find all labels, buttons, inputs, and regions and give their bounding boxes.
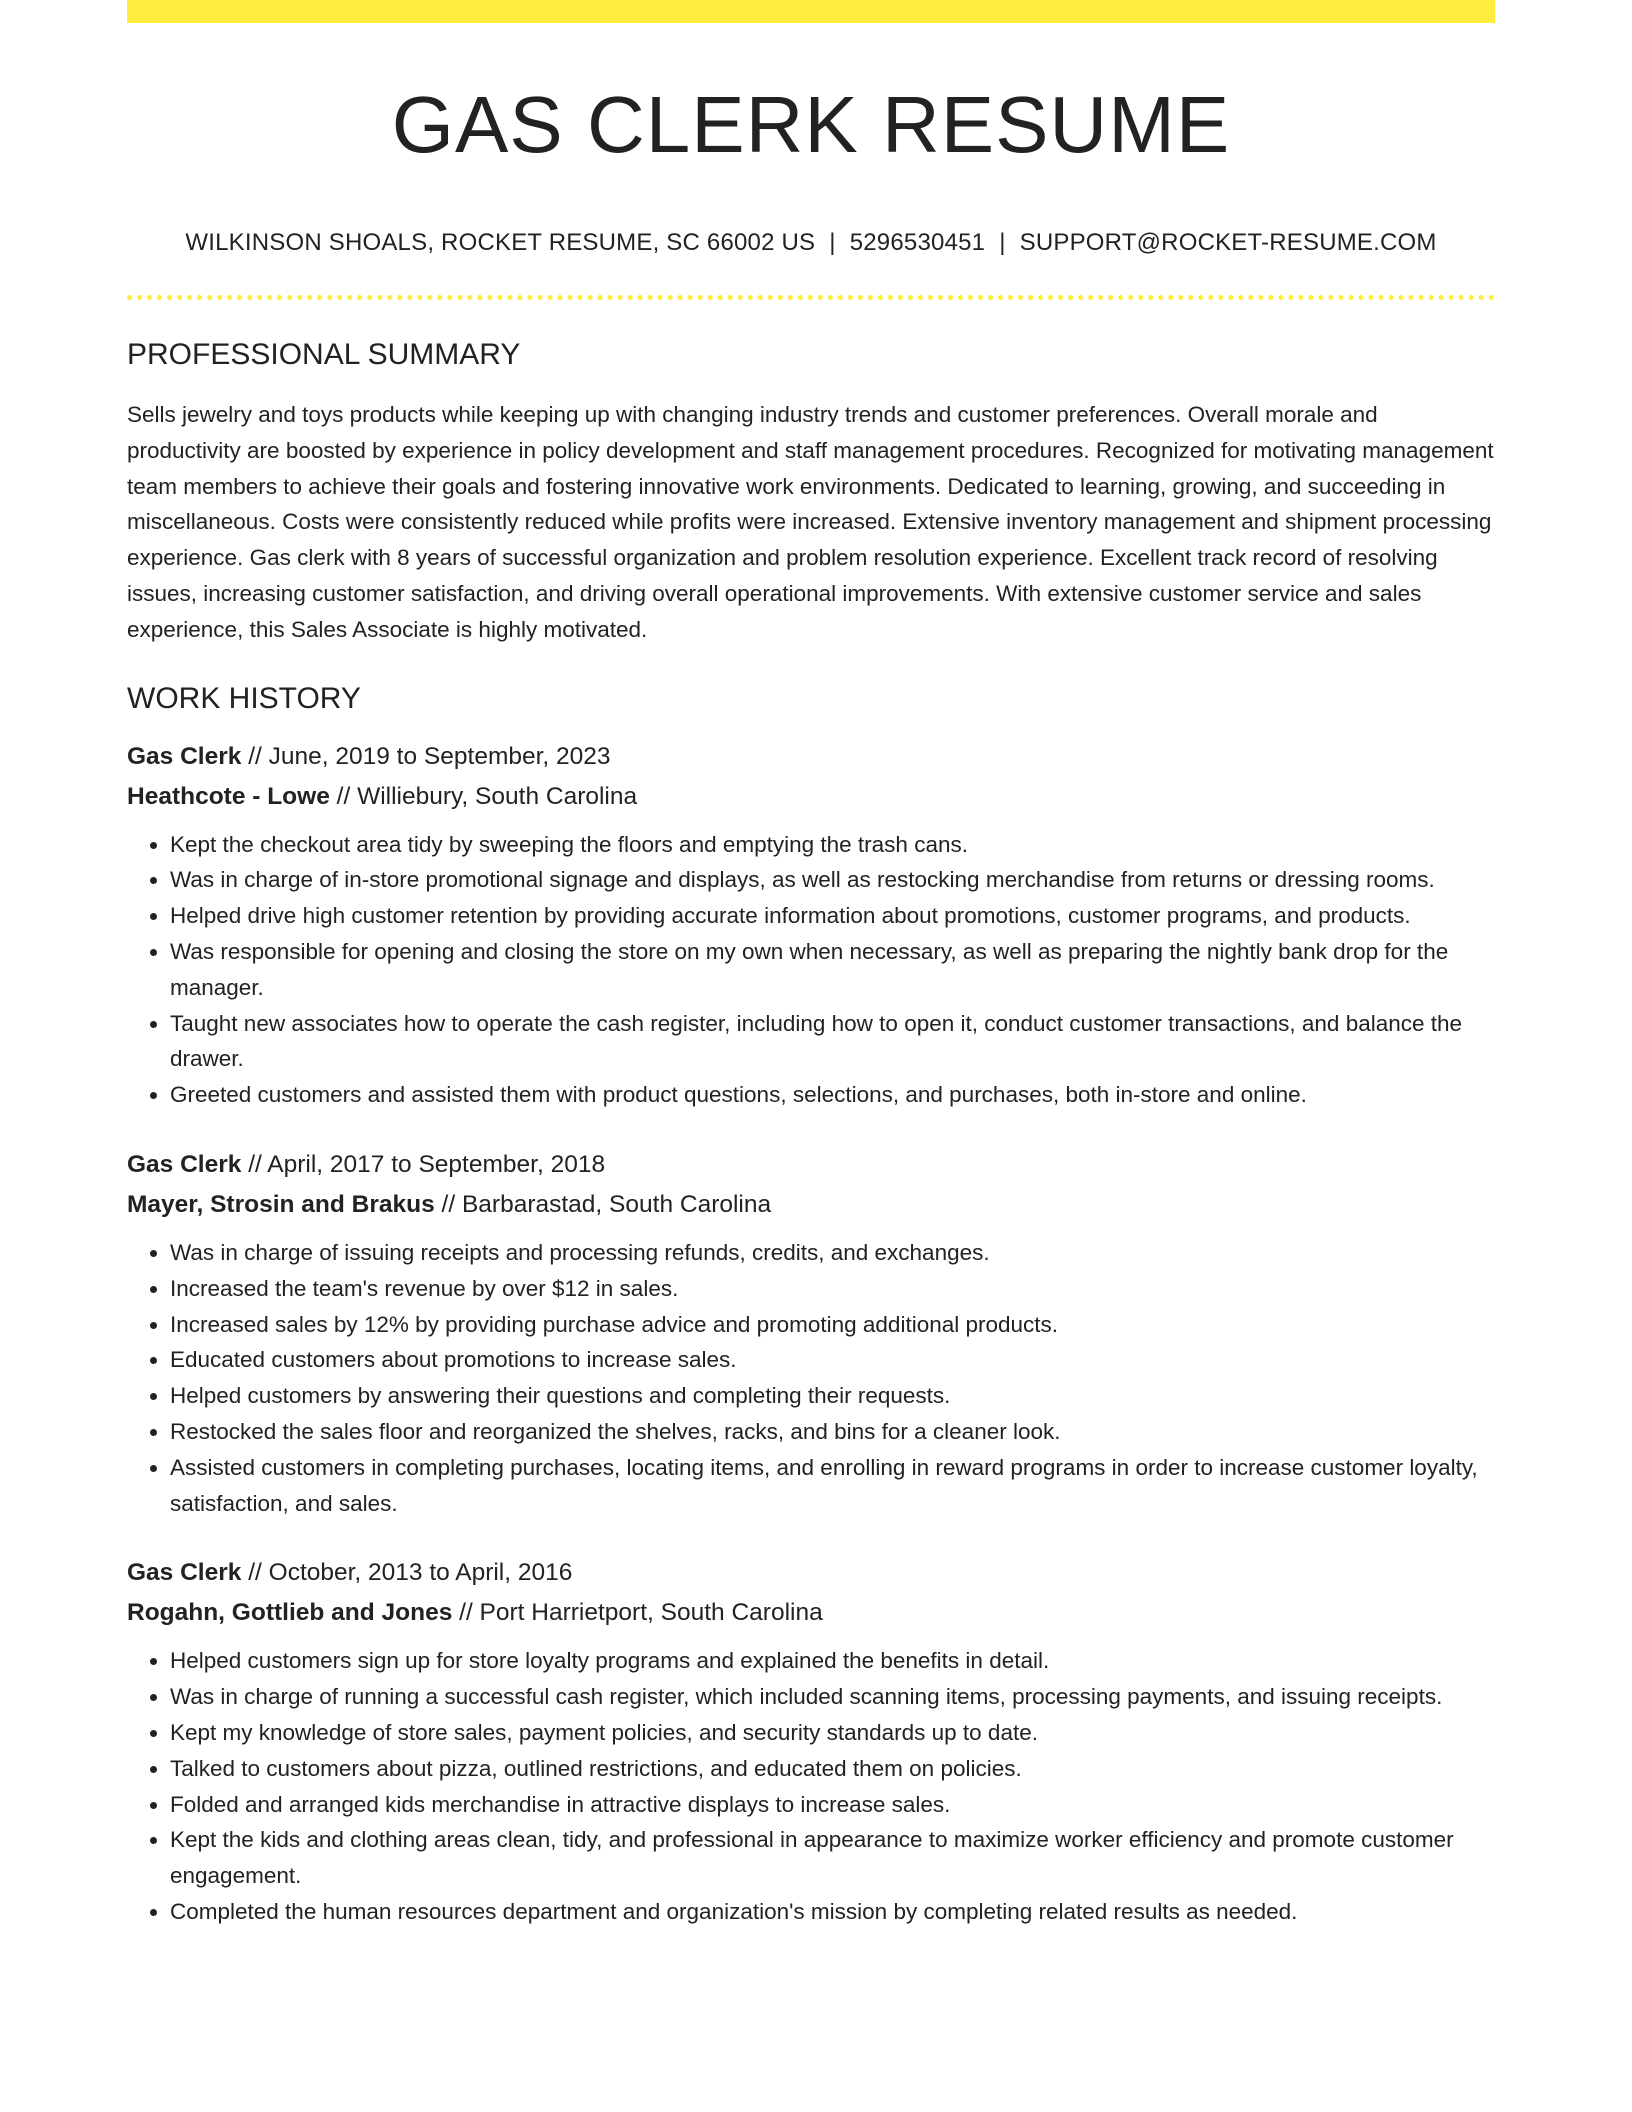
job-company-line [127, 777, 1495, 817]
contact-line [127, 231, 1495, 255]
job-bullet: • Kept the checkout area tidy by sweeping the floors and emptying the trash cans. [170, 827, 1495, 863]
job-bullet: • Was in charge of in-store promotional signage and displays, as well as restocking merchandise from returns or dressing rooms. [170, 862, 1495, 898]
job-location: // Barbarastad, South Carolina [434, 1190, 772, 1218]
job-bullet: • Helped customers sign up for store loyalty programs and explained the benefits in detail. [170, 1643, 1495, 1679]
job-bullet: • Taught new associates how to operate the cash register, including how to open it, conduct customer transactions, and balance the drawer. [170, 1006, 1495, 1078]
job-company: Heathcote - Lowe [127, 782, 330, 810]
job-location: // Williebury, South Carolina [329, 782, 638, 810]
job-entry [127, 1145, 1495, 1521]
job-bullet: • Talked to customers about pizza, outlined restrictions, and educated them on policies. [170, 1751, 1495, 1787]
job-bullet: • Increased sales by 12% by providing purchase advice and promoting additional products. [170, 1307, 1495, 1343]
job-bullet: • Was in charge of running a successful cash register, which included scanning items, processing payments, and issuing receipts. [170, 1679, 1495, 1715]
job-location: // Port Harrietport, South Carolina [452, 1599, 823, 1627]
job-bullet: • Helped drive high customer retention by providing accurate information about promotions, customer programs, and products. [170, 898, 1495, 934]
job-title-line [127, 1553, 1495, 1593]
job-dates: // April, 2017 to September, 2018 [241, 1150, 606, 1178]
job-dates: // October, 2013 to April, 2016 [241, 1559, 573, 1587]
job-company-line [127, 1185, 1495, 1225]
summary-heading: PROFESSIONAL SUMMARY [127, 338, 521, 371]
job-bullet: • Assisted customers in completing purchases, locating items, and enrolling in reward programs in order to increase customer loyalty, satisfaction, and sales. [170, 1450, 1495, 1522]
job-bullet: • Increased the team's revenue by over $12 in sales. [170, 1271, 1495, 1307]
job-company-line [127, 1593, 1495, 1633]
job-bullets [127, 1643, 1495, 1929]
job-company: Mayer, Strosin and Brakus [127, 1190, 435, 1218]
job-entry [127, 1553, 1495, 1929]
summary-text: Sells jewelry and toys products while keeping up with changing industry trends and customer preferences. Overall morale and productivity are boosted by experience in policy development and staff management procedures. Recognized for motivating management team members to achieve their goals and fostering innovative work environments. Dedicated to learning, growing, and succeeding in miscellaneous. Costs were consistently reduced while profits were increased. Extensive inventory management and shipment processing experience. Gas clerk with 8 years of successful organization and problem resolution experience. Excellent track record of resolving issues, increasing customer satisfaction, and driving overall operational improvements. With extensive customer service and sales experience, this Sales Associate is highly motivated. [127, 402, 1494, 642]
job-bullets [127, 1235, 1495, 1521]
contact-address: WILKINSON SHOALS, ROCKET RESUME, SC 66002 US [185, 229, 816, 256]
job-title: Gas Clerk [127, 742, 242, 770]
job-bullet: • Kept the kids and clothing areas clean, tidy, and professional in appearance to maximize worker efficiency and promote customer engagement. [170, 1822, 1495, 1894]
job-title-line [127, 1145, 1495, 1185]
job-title-line [127, 737, 1495, 777]
job-bullet: • Was responsible for opening and closing the store on my own when necessary, as well as preparing the nightly bank drop for the manager. [170, 934, 1495, 1006]
job-dates: // June, 2019 to September, 2023 [241, 742, 611, 770]
job-bullet: • Completed the human resources department and organization's mission by completing related results as needed. [170, 1894, 1495, 1930]
contact-separator: | [829, 229, 836, 256]
dotted-divider [127, 295, 1495, 300]
work-history-heading: WORK HISTORY [127, 681, 361, 715]
top-accent-bar [127, 0, 1495, 23]
contact-separator: | [999, 229, 1006, 256]
contact-phone: 5296530451 [849, 229, 986, 256]
contact-email: SUPPORT@ROCKET-RESUME.COM [1019, 229, 1437, 256]
job-bullet: • Folded and arranged kids merchandise in attractive displays to increase sales. [170, 1787, 1495, 1823]
job-entry [127, 737, 1495, 1113]
job-bullet: • Educated customers about promotions to increase sales. [170, 1342, 1495, 1378]
job-bullet: • Was in charge of issuing receipts and processing refunds, credits, and exchanges. [170, 1235, 1495, 1271]
job-bullets [127, 827, 1495, 1113]
job-bullet: • Restocked the sales floor and reorganized the shelves, racks, and bins for a cleaner look. [170, 1414, 1495, 1450]
job-title: Gas Clerk [127, 1150, 242, 1178]
job-bullet: • Kept my knowledge of store sales, payment policies, and security standards up to date. [170, 1715, 1495, 1751]
resume-title: GAS CLERK RESUME [391, 80, 1231, 169]
job-bullet: • Greeted customers and assisted them with product questions, selections, and purchases, both in-store and online. [170, 1077, 1495, 1113]
resume-page [127, 0, 1495, 1930]
job-bullet: • Helped customers by answering their questions and completing their requests. [170, 1378, 1495, 1414]
job-title: Gas Clerk [127, 1559, 242, 1587]
job-company: Rogahn, Gottlieb and Jones [127, 1599, 453, 1627]
